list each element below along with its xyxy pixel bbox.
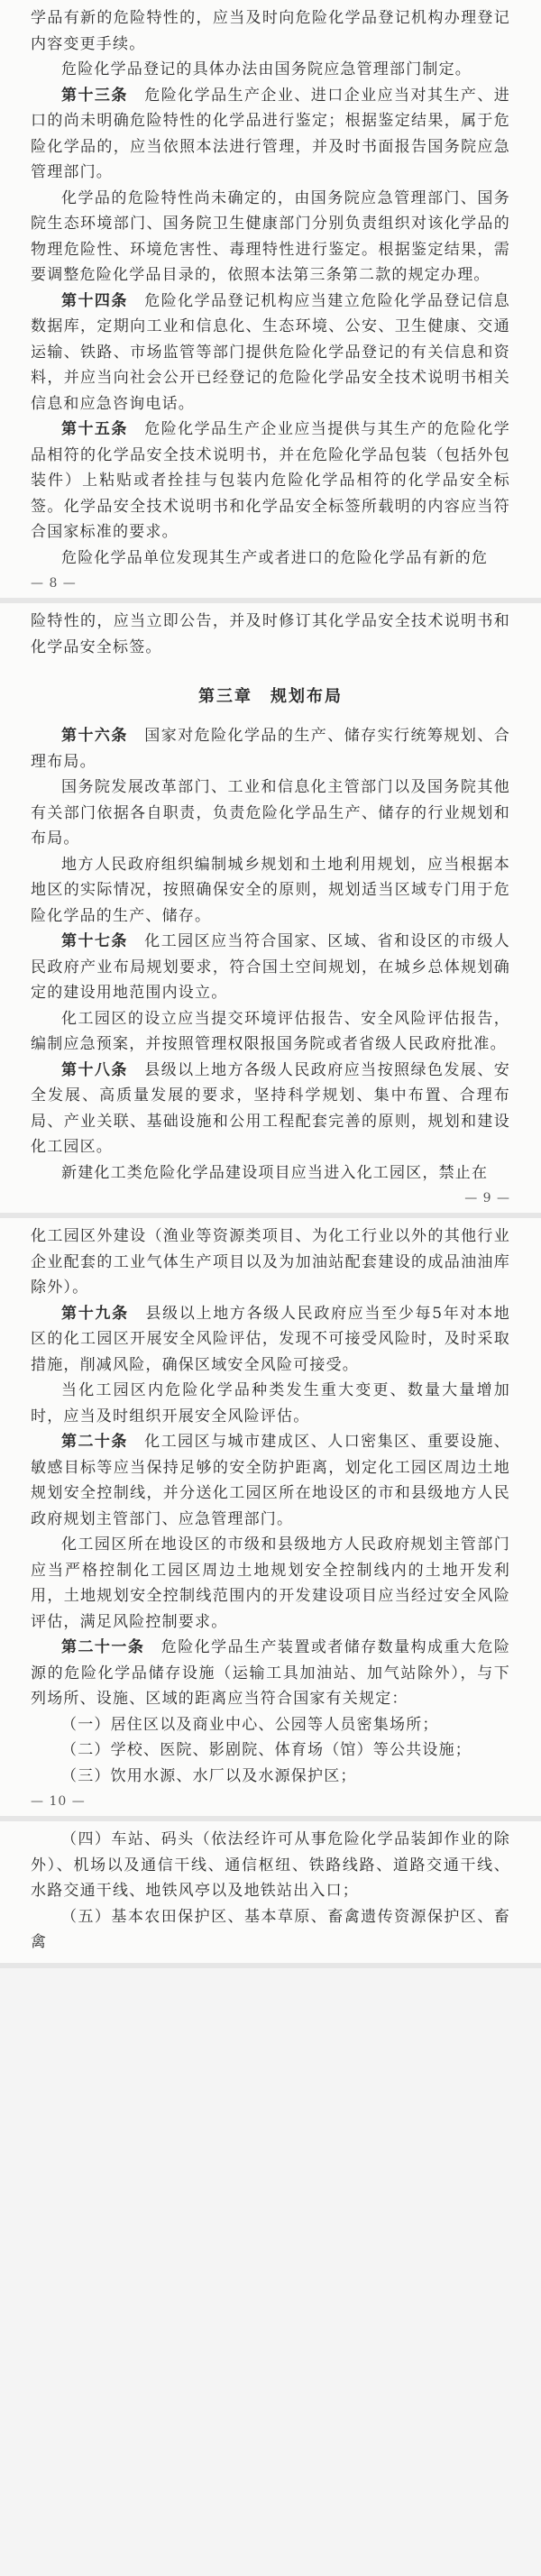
body-paragraph	[31, 186, 510, 289]
body-paragraph	[31, 1737, 510, 1764]
article-label: 第十八条	[61, 1060, 128, 1079]
paragraph-text: 危险化学品登记机构应当建立危险化学品登记信息数据库，定期向工业和信息化、生态环境、公安、卫生健康、交通运输、铁路、市场监管等部门提供危险化学品登记的有关信息和资料，并应当向社会公开已经登记的危险化学品安全技术说明书相关信息和应急咨询电话。	[31, 291, 510, 413]
document-page	[0, 1821, 541, 1968]
body-paragraph	[31, 1532, 510, 1635]
article-paragraph	[31, 1301, 510, 1379]
paragraph-text: 危险化学品生产企业应当提供与其生产的危险化学品相符的化学品安全技术说明书，并在危险化学品包装（包括外包装件）上粘贴或者拴挂与包装内危险化学品相符的化学品安全标签。化学品安全技术说明书和化学品安全标签所载明的内容应当符合国家标准的要求。	[31, 420, 510, 541]
paragraph-text: 化学品的危险特性尚未确定的，由国务院应急管理部门、国务院生态环境部门、国务院卫生健康部门分别负责组织对该化学品的物理危险性、环境危害性、毒理特性进行鉴定。根据鉴定结果，需要调整危险化学品目录的，依照本法第三条第二款的规定办理。	[31, 188, 510, 284]
paragraph-text: 化工园区的设立应当提交环境评估报告、安全风险评估报告，编制应急预案，并按照管理权限报国务院或者省级人民政府批准。	[31, 1009, 510, 1053]
paragraph-text: 化工园区外建设（渔业等资源类项目、为化工行业以外的其他行业企业配套的工业气体生产项目以及为加油站配套建设的成品油油库除外）。	[31, 1227, 510, 1297]
body-paragraph	[31, 1006, 510, 1058]
paragraph-text: 危险化学品单位发现其生产或者进口的危险化学品有新的危	[61, 548, 489, 567]
paragraph-text: 学品有新的危险特性的，应当及时向危险化学品登记机构办理登记内容变更手续。	[31, 9, 510, 53]
article-paragraph	[31, 1429, 510, 1532]
body-paragraph	[31, 57, 510, 83]
body-paragraph	[31, 1224, 510, 1301]
paragraph-text: 县级以上地方各级人民政府应当按照绿色发展、安全发展、高质量发展的要求，坚持科学规划、集中布置、合理布局、产业关联、基础设施和公用工程配套完善的原则，规划和建设化工园区。	[31, 1060, 510, 1156]
paragraph-text: 化工园区应当符合国家、区域、省和设区的市级人民政府产业布局规划要求，符合国土空间规划，在城乡总体规划确定的建设用地范围内设立。	[31, 932, 510, 1002]
paragraph-text: （一）居住区以及商业中心、公园等人员密集场所；	[61, 1715, 439, 1734]
body-paragraph	[31, 545, 510, 572]
paragraph-text: 化工园区与城市建成区、人口密集区、重要设施、敏感目标等应当保持足够的安全防护距离，划定化工园区周边土地规划安全控制线，并分送化工园区所在地设区的市和县级地方人民政府规划主管部门、应急管理部门。	[31, 1433, 510, 1528]
body-paragraph	[31, 5, 510, 57]
document-page	[0, 0, 541, 603]
article-label: 第十四条	[61, 291, 128, 310]
document-page	[0, 1218, 541, 1821]
paragraph-text: 危险化学品生产企业、进口企业应当对其生产、进口的尚未明确危险特性的化学品进行鉴定；根据鉴定结果，属于危险化学品的，应当依照本法进行管理，并及时书面报告国务院应急管理部门。	[31, 86, 510, 181]
paragraph-text: （二）学校、医院、影剧院、体育场（馆）等公共设施；	[61, 1741, 472, 1759]
paragraph-text: 化工园区所在地设区的市级和县级地方人民政府规划主管部门应当严格控制化工园区周边土地规划安全控制线内的土地开发利用，土地规划安全控制线范围内的开发建设项目应当经过安全风险评估，满足风险控制要求。	[31, 1536, 510, 1631]
body-paragraph	[31, 609, 510, 660]
paragraph-text: （三）饮用水源、水厂以及水源保护区；	[61, 1766, 357, 1785]
paragraph-text: （四）车站、码头（依法经许可从事危险化学品装卸作业的除外）、机场以及通信干线、通信枢纽、铁路线路、道路交通干线、水路交通干线、地铁风亭以及地铁站出入口；	[31, 1830, 510, 1900]
paragraph-text: 县级以上地方各级人民政府应当至少每5年对本地区的化工园区开展安全风险评估，发现不可接受风险时，及时采取措施，削减风险，确保区域安全风险可接受。	[31, 1304, 510, 1374]
body-paragraph	[31, 1160, 510, 1187]
body-paragraph	[31, 1827, 510, 1904]
body-paragraph	[31, 1904, 510, 1956]
article-label: 第十九条	[61, 1304, 129, 1323]
paragraph-text: 国务院发展改革部门、工业和信息化主管部门以及国务院其他有关部门依据各自职责，负责危险化学品生产、储存的行业规划和布局。	[31, 778, 510, 848]
article-paragraph	[31, 83, 510, 186]
article-paragraph	[31, 1058, 510, 1160]
paragraph-text: 危险化学品登记的具体办法由国务院应急管理部门制定。	[61, 60, 472, 78]
article-label: 第十六条	[61, 727, 128, 745]
paragraph-text: （五）基本农田保护区、基本草原、畜禽遗传资源保护区、畜禽	[31, 1907, 510, 1951]
article-paragraph	[31, 289, 510, 417]
document-page	[0, 603, 541, 1218]
paragraph-text: 新建化工类危险化学品建设项目应当进入化工园区，禁止在	[61, 1163, 489, 1182]
paragraph-text: 险特性的，应当立即公告，并及时修订其化学品安全技术说明书和化学品安全标签。	[31, 612, 510, 656]
article-paragraph	[31, 417, 510, 545]
article-label: 第二十一条	[61, 1638, 145, 1656]
chapter-heading: 第三章 规划布局	[198, 687, 343, 706]
paragraph-text: 当化工园区内危险化学品种类发生重大变更、数量大量增加时，应当及时组织开展安全风险评估。	[31, 1381, 510, 1426]
article-label: 第二十条	[61, 1433, 128, 1451]
article-label: 第十五条	[61, 420, 128, 438]
article-label: 第十七条	[61, 932, 128, 950]
page-number: — 9 —	[464, 1191, 510, 1205]
article-label: 第十三条	[61, 86, 128, 105]
body-paragraph	[31, 1764, 510, 1790]
article-paragraph	[31, 929, 510, 1006]
paragraph-text: 地方人民政府组织编制城乡规划和土地利用规划，应当根据本地区的实际情况，按照确保安全的原则，规划适当区域专门用于危险化学品的生产、储存。	[31, 855, 510, 925]
page-number: — 10 —	[31, 1794, 86, 1809]
article-paragraph	[31, 723, 510, 775]
paragraph-text: 危险化学品生产装置或者储存数量构成重大危险源的危险化学品储存设施（运输工具加油站、加气站除外），与下列场所、设施、区域的距离应当符合国家有关规定：	[31, 1638, 511, 1708]
page-number: — 8 —	[31, 576, 77, 591]
body-paragraph	[31, 852, 510, 930]
body-paragraph	[31, 1378, 510, 1429]
body-paragraph	[31, 1712, 510, 1738]
article-paragraph	[31, 1635, 510, 1712]
paragraph-text: 国家对危险化学品的生产、储存实行统筹规划、合理布局。	[31, 727, 510, 771]
body-paragraph	[31, 775, 510, 852]
